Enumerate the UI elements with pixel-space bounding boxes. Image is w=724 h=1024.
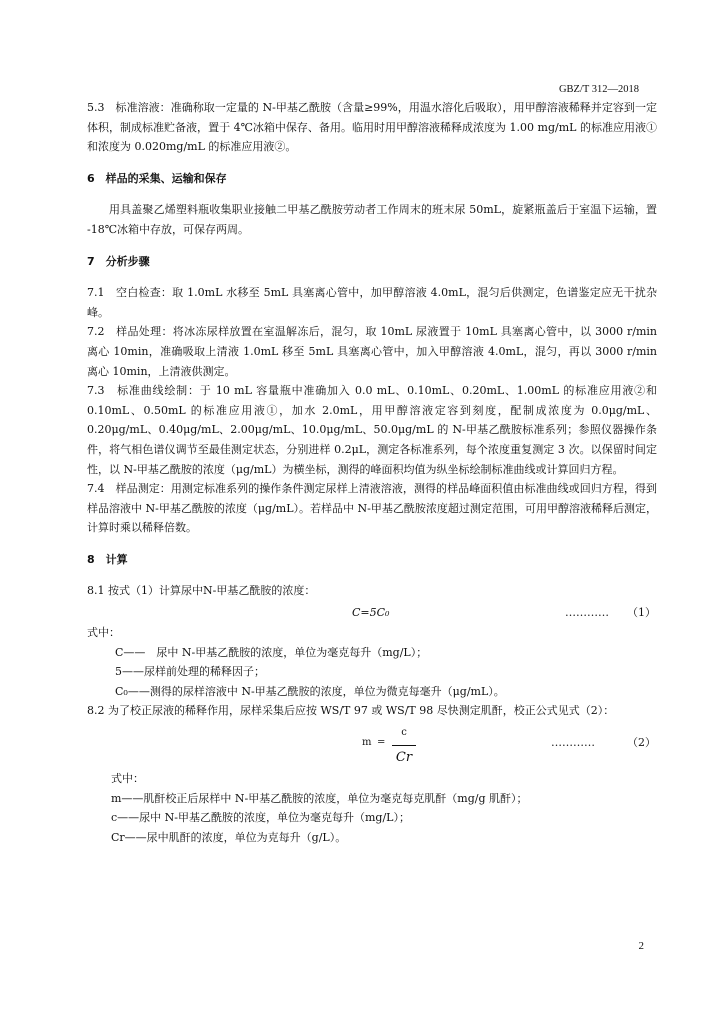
- section-6-text: 用具盖聚乙烯塑料瓶收集职业接触二甲基乙酰胺劳动者工作周末的班末尿 50mL，旋紧瓶盖后于室温下运输，置 -18℃冰箱中存放，可保存两周。: [87, 203, 657, 236]
- section-8-title: 8 计算: [87, 552, 128, 566]
- definition-m: m——肌酐校正后尿样中 N-甲基乙酰胺的浓度，单位为毫克每克肌酐（mg/g 肌酐）；: [111, 791, 528, 805]
- formula-2-number: （2）: [627, 736, 656, 750]
- formula-2-denominator: Cr: [395, 749, 413, 765]
- formula-2-equals: =: [377, 737, 386, 749]
- formula-2-fraction: [392, 723, 416, 767]
- section-7-1: 7.1 空白检查：取 1.0mL 水移至 5mL 具塞离心管中，加甲醇溶液 4.0mL，混匀后供测定，色谱鉴定应无干扰杂峰。: [87, 286, 657, 319]
- document-body: [87, 98, 657, 847]
- section-7-3: 7.3 标准曲线绘制：于 10 mL 容量瓶中准确加入 0.0 mL、0.10mL、0.20mL、1.00mL 的标准应用液②和 0.10mL、0.50mL 的标准应用液①，加水 2.0mL，用甲醇溶液定容到刻度，配制成浓度为 0.0μg/mL、0.20μg/mL、0.40μg/mL、2.00μg/mL、10.0μg/mL、50.0μg/mL 的 N-甲基乙酰胺标准系列；参照仪器操作条件，将气相色谱仪调节至最佳测定状态，分别进样 0.2μL，测定各标准系列，每个浓度重复测定 3 次。以保留时间定性，以 N-甲基乙酰胺的浓度（μg/mL）为横坐标，测得的峰面积均值为纵坐标绘制标准曲线或计算回归方程。: [87, 384, 657, 476]
- section-7-2: 7.2 样品处理：将冰冻尿样放置在室温解冻后，混匀，取 10mL 尿液置于 10mL 具塞离心管中，以 3000 r/min 离心 10min，准确吸取上清液 1.0mL 移至 5mL 具塞离心管中，加入甲醇溶液 4.0mL，混匀，再以 3000 r/min 离心 10min，上清液供测定。: [87, 325, 657, 378]
- formula-2-dots: …………: [551, 736, 595, 750]
- fraction-bar: [392, 745, 416, 746]
- section-8-2: 8.2 为了校正尿液的稀释作用，尿样采集后应按 WS/T 97 或 WS/T 98 尽快测定肌酐，校正公式见式（2）：: [87, 704, 615, 718]
- definition-5: 5——尿样前处理的稀释因子；: [115, 665, 265, 679]
- section-5-3: 5.3 标准溶液：准确称取一定量的 N-甲基乙酰胺（含量≥99%，用温水溶化后吸取），用甲醇溶液稀释并定容到一定体积，制成标准贮备液，置于 4℃冰箱中保存、备用。临用时用甲醇溶液稀释成浓度为 1.00 mg/mL 的标准应用液①和浓度为 0.020mg/mL 的标准应用液②。: [87, 101, 657, 154]
- formula-1-dots: …………: [565, 606, 609, 620]
- formula-2: [87, 721, 657, 769]
- section-7-4: 7.4 样品测定：用测定标准系列的操作条件测定尿样上清液溶液，测得的样品峰面积值由标准曲线或回归方程，得到样品溶液中 N-甲基乙酰胺的浓度（μg/mL）。若样品中 N-甲基乙酰胺浓度超过测定范围，可用甲醇溶液稀释后测定，计算时乘以稀释倍数。: [87, 482, 657, 535]
- where-label-1: 式中：: [87, 626, 120, 640]
- formula-1: [87, 601, 657, 623]
- definition-c-lower: c——尿中 N-甲基乙酰胺的浓度，单位为毫克每升（mg/L）；: [111, 811, 410, 825]
- formula-2-numerator: c: [401, 727, 407, 739]
- page-number: 2: [638, 940, 644, 952]
- where-label-2: 式中：: [111, 772, 144, 786]
- formula-1-number: （1）: [627, 606, 656, 620]
- section-6-title: 6 样品的采集、运输和保存: [87, 171, 227, 185]
- formula-2-lhs: m: [362, 737, 372, 749]
- definition-c: C—— 尿中 N-甲基乙酰胺的浓度，单位为毫克每升（mg/L）；: [115, 645, 428, 659]
- section-8-1: 8.1 按式（1）计算尿中N-甲基乙酰胺的浓度：: [87, 584, 316, 598]
- definition-cr: Cr——尿中肌酐的浓度，单位为克每升（g/L）。: [111, 830, 347, 844]
- standard-number: GBZ/T 312—2018: [558, 84, 639, 95]
- formula-1-expression: C=5C₀: [352, 606, 390, 620]
- definition-c0: C₀——测得的尿样溶液中 N-甲基乙酰胺的浓度，单位为微克每毫升（μg/mL）。: [115, 684, 505, 698]
- section-7-title: 7 分析步骤: [87, 254, 150, 268]
